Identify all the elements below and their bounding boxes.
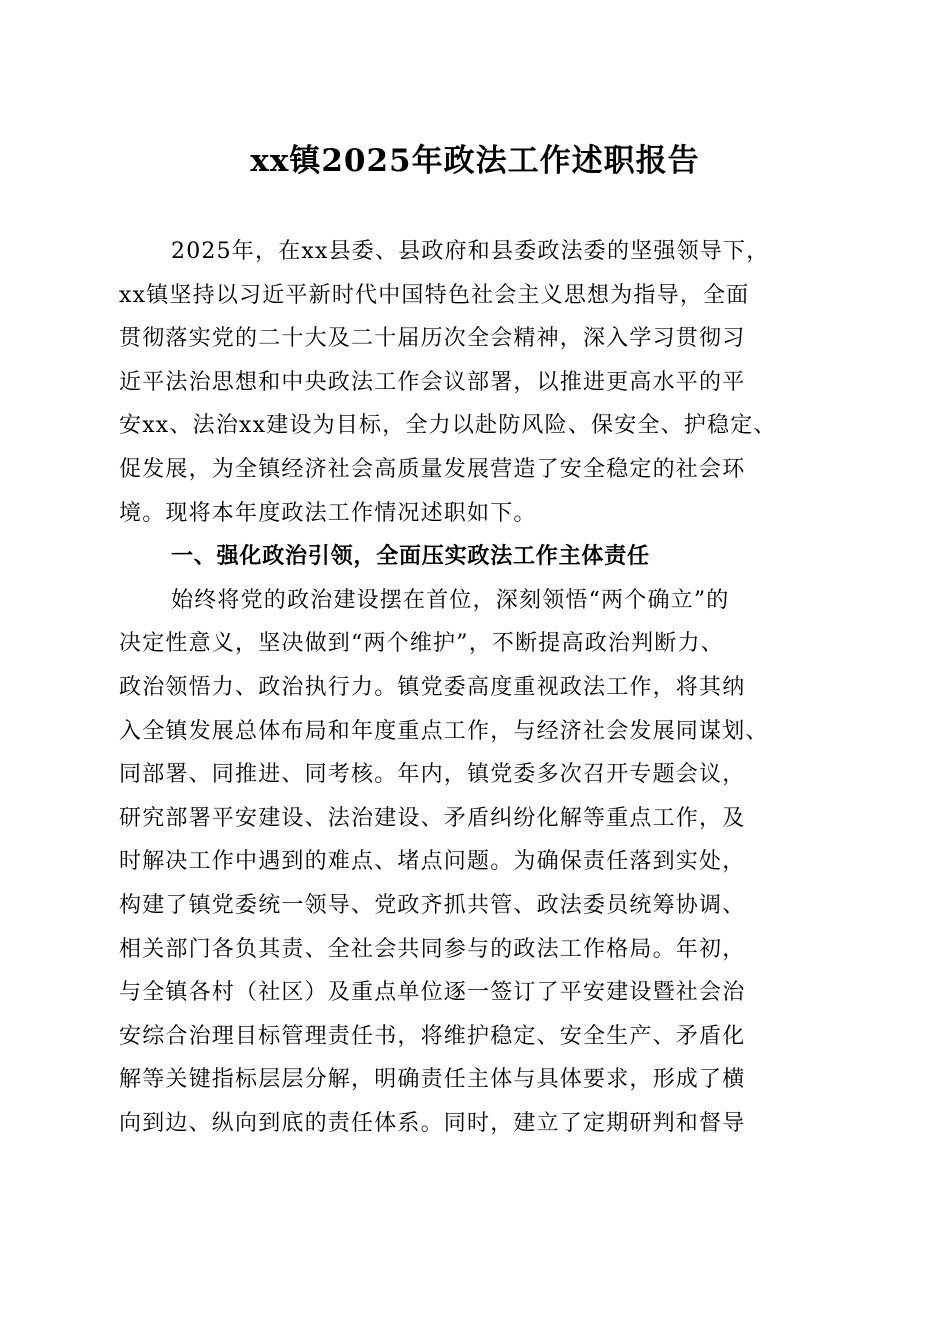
intro-paragraph xyxy=(119,230,831,1145)
paragraph-line: xx镇坚持以习近平新时代中国特色社会主义思想为指导，全面 xyxy=(119,282,750,308)
paragraph-line: 贯彻落实党的二十大及二十届历次全会精神，深入学习贯彻习 xyxy=(119,326,746,352)
paragraph-line: 解等关键指标层层分解，明确责任主体与具体要求，形成了横 xyxy=(119,1067,746,1093)
paragraph-line: 促发展，为全镇经济社会高质量发展营造了安全稳定的社会环 xyxy=(119,456,746,482)
paragraph-line: 始终将党的政治建设摆在首位，深刻领悟“两个确立”的 xyxy=(171,587,730,613)
paragraph-line: 入全镇发展总体布局和年度重点工作，与经济社会发展同谋划、 xyxy=(119,718,769,744)
paragraph-line: 与全镇各村（社区）及重点单位逐一签订了平安建设暨社会治 xyxy=(119,980,746,1006)
paragraph-line: 决定性意义，坚决做到“两个维护”，不断提高政治判断力、 xyxy=(119,631,724,657)
section-heading: 一、强化政治引领，全面压实政法工作主体责任 xyxy=(171,544,650,570)
paragraph-line: 同部署、同推进、同考核。年内，镇党委多次召开专题会议， xyxy=(119,762,746,788)
paragraph-line: 安综合治理目标管理责任书，将维护稳定、安全生产、矛盾化 xyxy=(119,1023,746,1049)
paragraph-line: 2025年，在xx县委、县政府和县委政法委的坚强领导下， xyxy=(171,239,770,264)
paragraph-line: 研究部署平安建设、法治建设、矛盾纠纷化解等重点工作，及 xyxy=(119,805,746,831)
document-title: xx镇2025年政法工作述职报告 xyxy=(250,143,700,179)
paragraph-line: 时解决工作中遇到的难点、堵点问题。为确保责任落到实处， xyxy=(119,849,746,875)
paragraph-line: 境。现将本年度政法工作情况述职如下。 xyxy=(119,500,537,526)
paragraph-line: 安xx、法治xx建设为目标，全力以赴防风险、保安全、护稳定、 xyxy=(119,413,777,439)
paragraph-line: 相关部门各负其责、全社会共同参与的政法工作格局。年初， xyxy=(119,936,746,962)
paragraph-line: 向到边、纵向到底的责任体系。同时，建立了定期研判和督导 xyxy=(119,1110,746,1136)
paragraph-line: 近平法治思想和中央政法工作会议部署，以推进更高水平的平 xyxy=(119,369,746,395)
paragraph-line: 政治领悟力、政治执行力。镇党委高度重视政法工作，将其纳 xyxy=(119,674,746,700)
paragraph-line: 构建了镇党委统一领导、党政齐抓共管、政法委员统筹协调、 xyxy=(119,892,746,918)
